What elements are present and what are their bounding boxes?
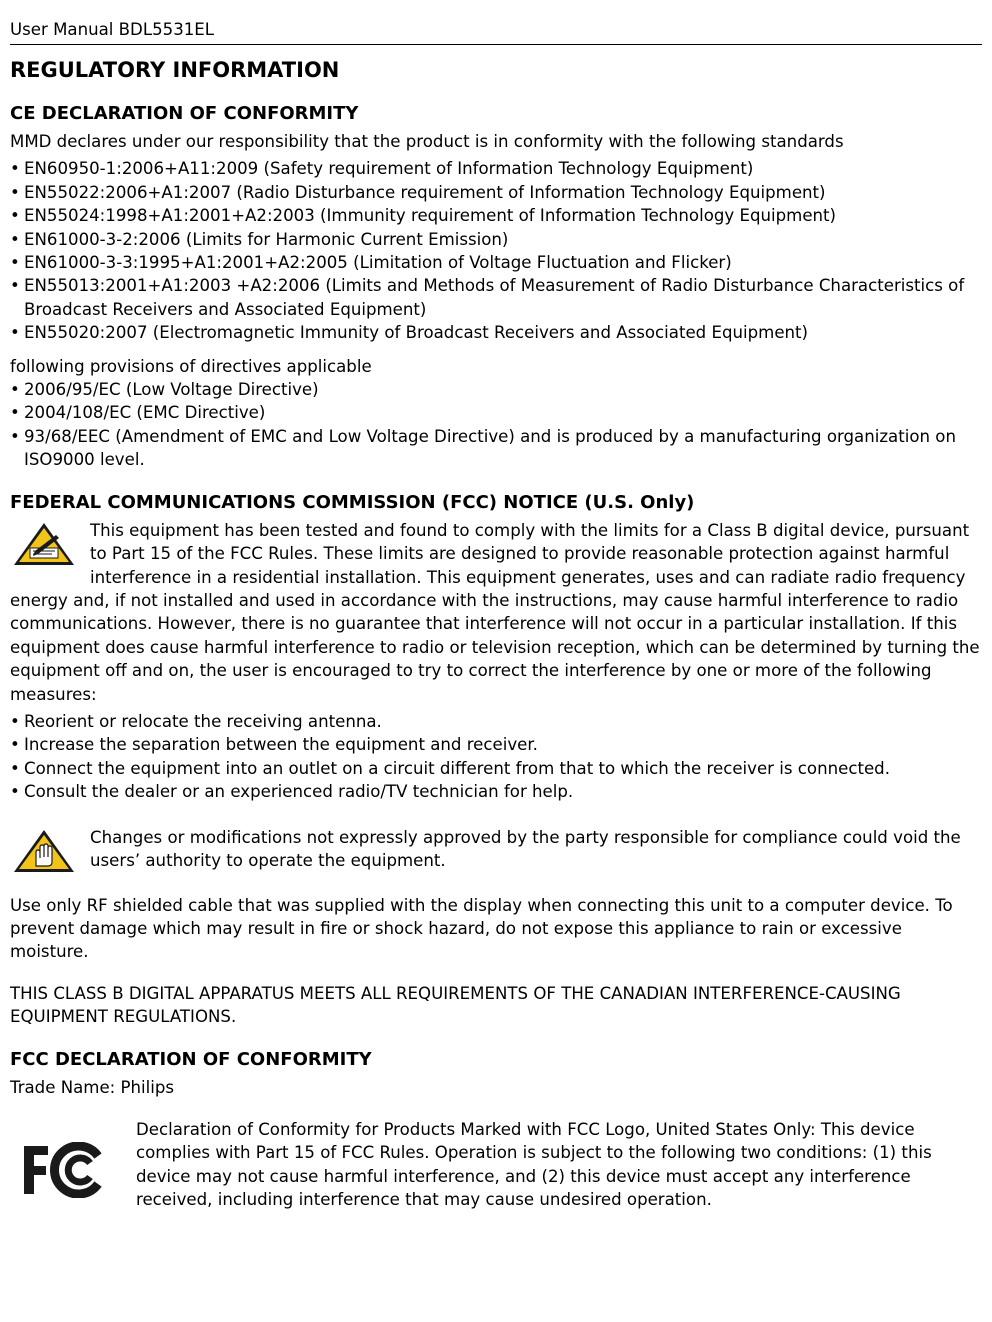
ce-heading: CE DECLARATION OF CONFORMITY: [10, 103, 359, 124]
fcc-cable-notice: Use only RF shielded cable that was supplied with the display when connecting this unit to a computer device. To prevent damage which may result in fire or shock hazard, do not expose this appliance to rain or excessive moisture.: [10, 895, 953, 962]
fcc-notice-body: This equipment has been tested and found to comply with the limits for a Class B digital device, pursuant to Part 15 of the FCC Rules. These limits are designed to provide reasonable protection against harmful interference in a residential installation. This equipment generates, uses and can radiate radio frequency energy and, if not installed and used in accordance with the instructions, may cause harmful interference to radio communications. However, there is no guarantee that interference will not occur in a particular installation. If this equipment does cause harmful interference to radio or television reception, which can be determined by turning the equipment off and on, the user is encouraged to try to correct the interference by one or more of the following measures:: [10, 520, 980, 704]
list-item: • 2006/95/EC (Low Voltage Directive): [10, 378, 982, 401]
ce-intro: MMD declares under our responsibility that the product is in conformity with the following standards: [10, 132, 844, 151]
list-item: • 93/68/EEC (Amendment of EMC and Low Voltage Directive) and is produced by a manufacturing organization on ISO9000 level.: [10, 425, 982, 472]
fcc-logo-icon: [22, 1142, 102, 1198]
caution-hand-icon: [12, 828, 76, 874]
fcc-notice-body-block: [10, 519, 982, 706]
list-item: • EN55024:1998+A1:2001+A2:2003 (Immunity requirement of Information Technology Equipment): [10, 204, 982, 227]
fcc-declaration-heading: FCC DECLARATION OF CONFORMITY: [10, 1048, 372, 1070]
fcc-caution-text: Changes or modifications not expressly approved by the party responsible for compliance could void the users’ authority to operate the equipment.: [90, 827, 961, 870]
list-item: • Connect the equipment into an outlet on a circuit different from that to which the receiver is connected.: [10, 757, 982, 780]
fcc-notice-heading: FEDERAL COMMUNICATIONS COMMISSION (FCC) NOTICE (U.S. Only): [10, 491, 695, 513]
fcc-measures-list: [10, 710, 982, 804]
list-item: • 2004/108/EC (EMC Directive): [10, 401, 982, 424]
ce-standards-list: [10, 157, 982, 344]
ce-section: [10, 102, 982, 472]
trade-name: Trade Name: Philips: [10, 1077, 175, 1097]
page-title: REGULATORY INFORMATION: [10, 58, 340, 82]
ce-directives-intro: following provisions of directives applicable: [10, 356, 372, 376]
list-item: • EN61000-3-3:1995+A1:2001+A2:2005 (Limitation of Voltage Fluctuation and Flicker): [10, 251, 982, 274]
list-item: • EN60950-1:2006+A11:2009 (Safety requirement of Information Technology Equipment): [10, 157, 982, 180]
list-item: • Increase the separation between the equipment and receiver.: [10, 733, 982, 756]
note-pencil-icon: [12, 521, 76, 567]
canadian-notice: THIS CLASS B DIGITAL APPARATUS MEETS ALL REQUIREMENTS OF THE CANADIAN INTERFERENCE-CAUSING EQUIPMENT REGULATIONS.: [10, 983, 901, 1027]
list-item: • Consult the dealer or an experienced radio/TV technician for help.: [10, 780, 982, 803]
fcc-notice-section: [10, 491, 982, 1029]
list-item: • EN55020:2007 (Electromagnetic Immunity of Broadcast Receivers and Associated Equipment): [10, 321, 982, 344]
document-page: [10, 0, 982, 1212]
fcc-declaration-section: [10, 1048, 982, 1212]
list-item: • EN61000-3-2:2006 (Limits for Harmonic Current Emission): [10, 228, 982, 251]
list-item: • Reorient or relocate the receiving antenna.: [10, 710, 982, 733]
fcc-declaration-body: Declaration of Conformity for Products Marked with FCC Logo, United States Only: This device complies with Part 15 of FCC Rules. Operation is subject to the following two conditions: (1) this device may not cause harmful interference, and (2) this device must accept any interference received, including interference that may cause undesired operation.: [136, 1120, 932, 1210]
list-item: • EN55013:2001+A1:2003 +A2:2006 (Limits and Methods of Measurement of Radio Disturbance Characteristics of Broadcast Receivers and Associated Equipment): [10, 274, 982, 321]
fcc-declaration-block: [10, 1118, 982, 1212]
fcc-caution-block: [10, 826, 982, 876]
list-item: • EN55022:2006+A1:2007 (Radio Disturbance requirement of Information Technology Equipment): [10, 181, 982, 204]
running-header: User Manual BDL5531EL: [10, 0, 982, 45]
ce-directives-list: [10, 378, 982, 472]
